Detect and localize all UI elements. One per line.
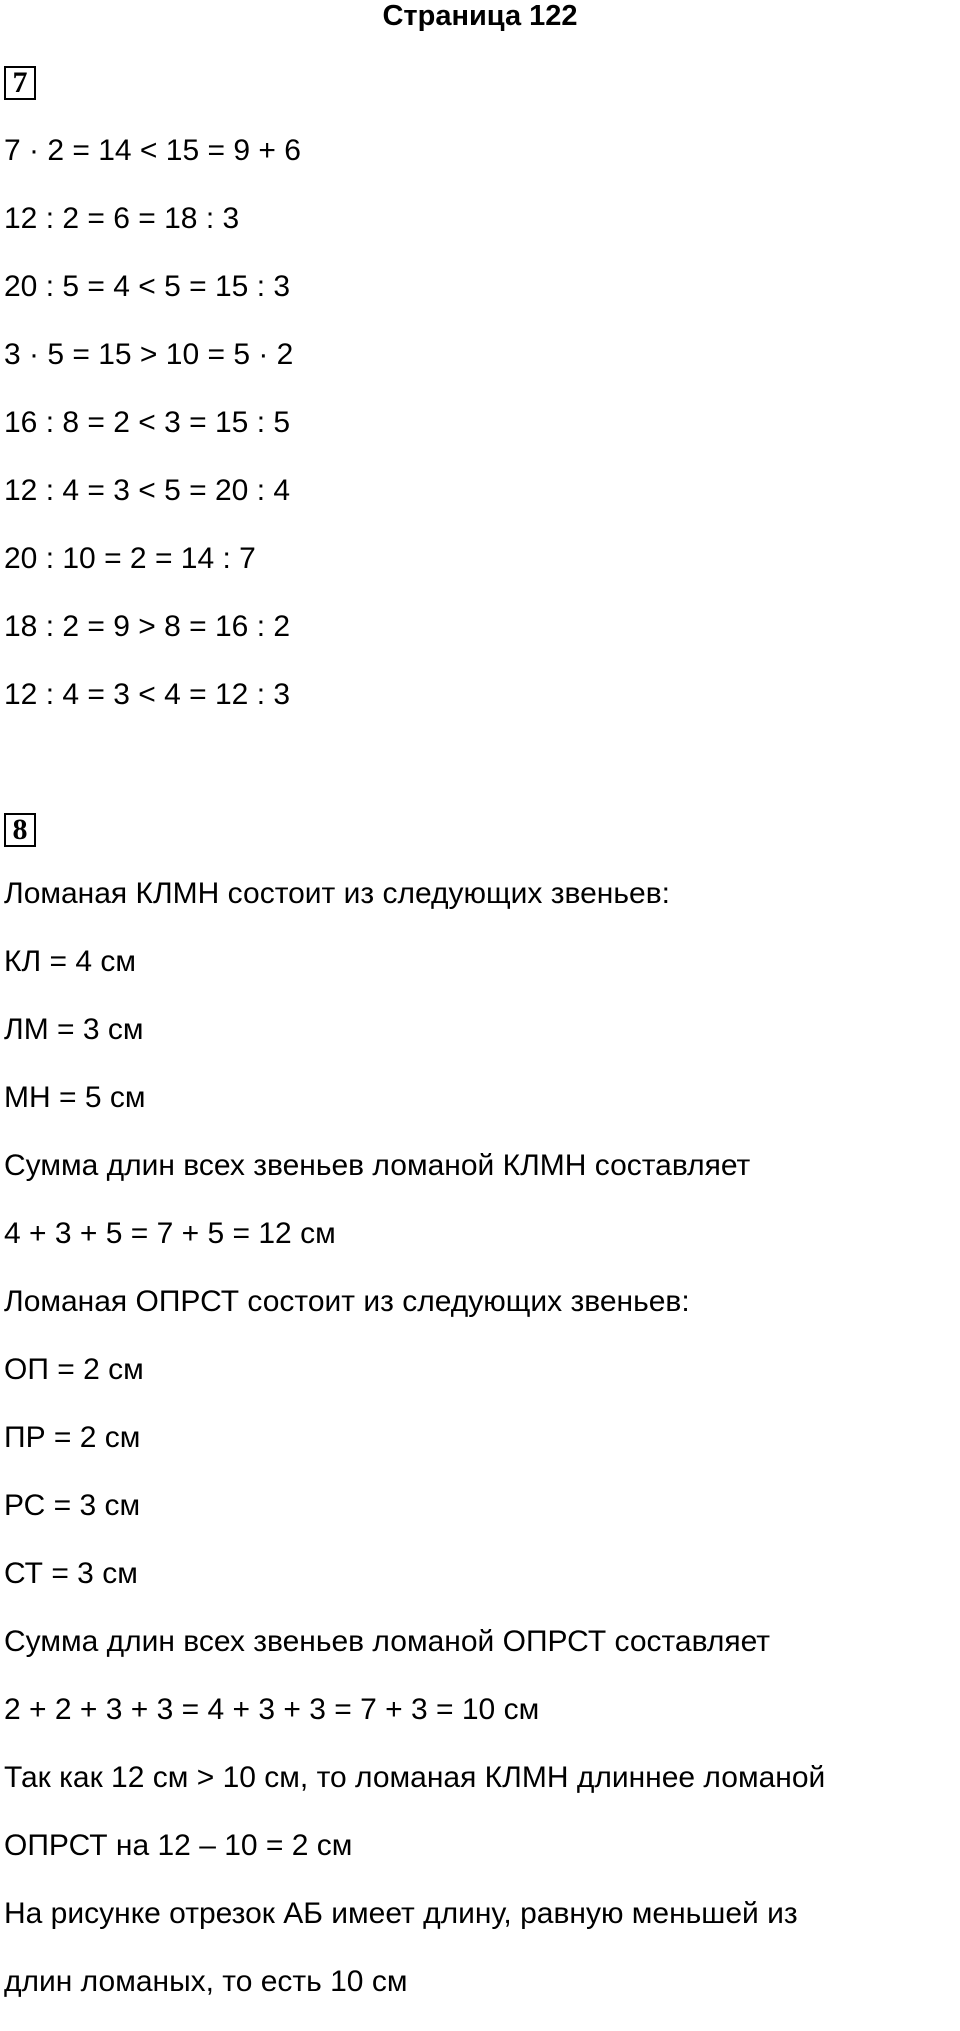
task-8-number-box: 8 xyxy=(4,813,36,847)
task-8-line: ЛМ = 3 см xyxy=(4,1013,144,1046)
task-7-line: 20 : 5 = 4 < 5 = 15 : 3 xyxy=(4,270,291,303)
task-8-line: Так как 12 см > 10 см, то ломаная КЛМН длиннее ломаной xyxy=(4,1761,826,1794)
task-8-line: Ломаная КЛМН состоит из следующих звеньев: xyxy=(4,877,670,910)
task-8-line: 4 + 3 + 5 = 7 + 5 = 12 см xyxy=(4,1217,336,1250)
task-7-line: 18 : 2 = 9 > 8 = 16 : 2 xyxy=(4,610,291,643)
task-7-lines xyxy=(4,132,301,744)
task-8-line: 2 + 2 + 3 + 3 = 4 + 3 + 3 = 7 + 3 = 10 см xyxy=(4,1693,540,1726)
task-7-line: 12 : 4 = 3 < 4 = 12 : 3 xyxy=(4,678,291,711)
task-8-line: На рисунке отрезок АБ имеет длину, равную меньшей из xyxy=(4,1897,798,1930)
task-8-line: ПР = 2 см xyxy=(4,1421,141,1454)
task-8-line: Сумма длин всех звеньев ломаной ОПРСТ составляет xyxy=(4,1625,771,1658)
task-8-line: МН = 5 см xyxy=(4,1081,146,1114)
task-7-line: 12 : 4 = 3 < 5 = 20 : 4 xyxy=(4,474,291,507)
task-8-line: СТ = 3 см xyxy=(4,1557,138,1590)
task-7-line: 16 : 8 = 2 < 3 = 15 : 5 xyxy=(4,406,291,439)
task-8-line: длин ломаных, то есть 10 см xyxy=(4,1965,408,1998)
task-7-line: 7 · 2 = 14 < 15 = 9 + 6 xyxy=(4,134,301,167)
task-7-line: 12 : 2 = 6 = 18 : 3 xyxy=(4,202,240,235)
task-8-lines xyxy=(4,875,825,2031)
task-7-number-box: 7 xyxy=(4,66,36,100)
task-8-line: РС = 3 см xyxy=(4,1489,141,1522)
task-8-line: Ломаная ОПРСТ состоит из следующих звеньев: xyxy=(4,1285,690,1318)
task-8-line: Сумма длин всех звеньев ломаной КЛМН составляет xyxy=(4,1149,751,1182)
page-title: Страница 122 xyxy=(382,0,578,32)
task-7-line: 20 : 10 = 2 = 14 : 7 xyxy=(4,542,256,575)
task-8-line: ОП = 2 см xyxy=(4,1353,144,1386)
task-8-line: ОПРСТ на 12 – 10 = 2 см xyxy=(4,1829,353,1862)
task-7-line: 3 · 5 = 15 > 10 = 5 · 2 xyxy=(4,338,294,371)
task-8-line: КЛ = 4 см xyxy=(4,945,136,978)
